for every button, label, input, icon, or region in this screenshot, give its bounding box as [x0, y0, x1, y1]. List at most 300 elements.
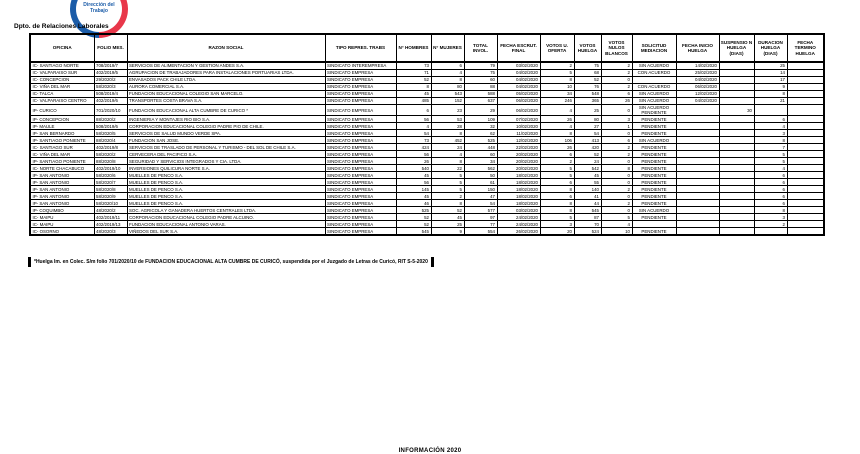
table-row	[30, 116, 824, 123]
cell-fecha-inicio-huelga: 04/02/2020	[676, 98, 719, 105]
col-header-tipo-repres: TIPO REPRES. TRABS	[325, 34, 396, 62]
cell-fecha-inicio-huelga: 12/02/2020	[676, 91, 719, 98]
cell-total-invol: 97	[464, 214, 497, 221]
cell-oficina: IP- SAN ANTONIO	[30, 179, 94, 186]
cell-votos-huelga: 542	[574, 165, 601, 172]
cell-votos-nulos-blancos: 0	[601, 207, 632, 214]
cell-fecha-inicio-huelga	[676, 105, 719, 116]
cell-folio-mes: 58/2020/5	[94, 130, 127, 137]
cell-fecha-escrut-final: 24/02/2020	[497, 214, 540, 221]
cell-fecha-inicio-huelga	[676, 186, 719, 193]
cell-n-hombres: 45	[396, 172, 431, 179]
cell-suspension-huelga-dias	[719, 214, 754, 221]
cell-fecha-termino-huelga	[787, 123, 824, 130]
cell-n-mujeres: 45	[431, 214, 464, 221]
col-header-fecha-termino-huelga: FECHA TERMINO HUELGA	[787, 34, 824, 62]
table-row	[30, 91, 824, 98]
cell-fecha-inicio-huelga	[676, 172, 719, 179]
cell-votos-u-oferta: 10	[540, 84, 574, 91]
cell-votos-nulos-blancos: 2	[601, 70, 632, 77]
page-footer: INFORMACIÓN 2020	[398, 448, 462, 454]
cell-n-hombres: 46	[396, 200, 431, 207]
cell-tipo-repres: SINDICATO EMPRESA	[325, 193, 396, 200]
cell-folio-mes: 29/2020/2	[94, 77, 127, 84]
cell-votos-nulos-blancos: 0	[601, 179, 632, 186]
cell-votos-nulos-blancos: 3	[601, 116, 632, 123]
cell-votos-huelga: 365	[574, 98, 601, 105]
cell-n-hombres: 56	[396, 151, 431, 158]
cell-fecha-inicio-huelga	[676, 151, 719, 158]
cell-fecha-inicio-huelga	[676, 228, 719, 236]
cell-n-mujeres: 8	[431, 158, 464, 165]
cell-n-hombres: 540	[396, 165, 431, 172]
cell-votos-huelga: 27	[574, 123, 601, 130]
cell-oficina: IP- COQUIMBO	[30, 207, 94, 214]
table-row	[30, 130, 824, 137]
cell-fecha-termino-huelga	[787, 200, 824, 207]
cell-tipo-repres: SINDICATO EMPRESA	[325, 214, 396, 221]
cell-duracion-huelga-dias: 8	[754, 91, 787, 98]
cell-razon-social: CORPORACION EDUCACIONAL COLEGIO PADRE PIO DE CHILE.	[127, 123, 325, 130]
cell-total-invol: 77	[464, 221, 497, 228]
table-row	[30, 214, 824, 221]
cell-n-mujeres: 53	[431, 116, 464, 123]
cell-n-mujeres: 152	[431, 98, 464, 105]
cell-razon-social: SERVICIOS DE SALUD MUNDO VERDE SPA.	[127, 130, 325, 137]
cell-votos-huelga: 54	[574, 130, 601, 137]
cell-votos-u-oferta: 8	[540, 186, 574, 193]
cell-duracion-huelga-dias: 9	[754, 84, 787, 91]
cell-tipo-repres: SINDICATO INTEREMPRESA	[325, 62, 396, 70]
cell-votos-nulos-blancos: 2	[601, 62, 632, 70]
cell-oficina: IC- MAIPU	[30, 221, 94, 228]
col-header-oficina: OFICINA	[30, 34, 94, 62]
cell-fecha-termino-huelga	[787, 62, 824, 70]
table-row	[30, 137, 824, 144]
cell-total-invol: 54	[464, 200, 497, 207]
cell-fecha-inicio-huelga	[676, 137, 719, 144]
cell-razon-social: AURORA COMERCIAL S.A.	[127, 84, 325, 91]
cell-fecha-escrut-final: 07/02/2020	[497, 116, 540, 123]
cell-fecha-termino-huelga	[787, 105, 824, 116]
col-header-folio-mes: FOLIO MES.	[94, 34, 127, 62]
col-header-solicitud-mediacion: SOLICITUD MEDIACION	[632, 34, 676, 62]
cell-oficina: IC- OSORNO	[30, 228, 94, 236]
cell-suspension-huelga-dias	[719, 200, 754, 207]
cell-solicitud-mediacion: PENDIENTE	[632, 193, 676, 200]
cell-fecha-escrut-final: 20/02/2020	[497, 165, 540, 172]
cell-razon-social: MUELLES DE PENCO S.A.	[127, 179, 325, 186]
cell-duracion-huelga-dias: 8	[754, 207, 787, 214]
cell-n-hombres: 56	[396, 116, 431, 123]
cell-razon-social: MUELLES DE PENCO S.A.	[127, 186, 325, 193]
cell-solicitud-mediacion: CON ACUERDO	[632, 84, 676, 91]
col-header-n-hombres: N° HOMBRES	[396, 34, 431, 62]
cell-tipo-repres: SINDICATO EMPRESA	[325, 200, 396, 207]
cell-fecha-escrut-final: 05/02/2020	[497, 91, 540, 98]
cell-oficina: IP- SAN ANTONIO	[30, 200, 94, 207]
cell-oficina: IC- TALCA	[30, 91, 94, 98]
cell-solicitud-mediacion	[632, 221, 676, 228]
cell-suspension-huelga-dias	[719, 186, 754, 193]
cell-folio-mes: 58/2020/8	[94, 186, 127, 193]
cell-tipo-repres: SINDICATO EMPRESA	[325, 137, 396, 144]
cell-n-mujeres: 8	[431, 77, 464, 84]
huelgas-table	[29, 33, 825, 236]
cell-folio-mes: 402/2019/10	[94, 165, 127, 172]
cell-n-mujeres: 23	[431, 105, 464, 116]
cell-votos-nulos-blancos: 2	[601, 151, 632, 158]
cell-fecha-escrut-final: 18/02/2020	[497, 200, 540, 207]
cell-n-mujeres: 5	[431, 172, 464, 179]
cell-tipo-repres: SINDICATO EMPRESA	[325, 221, 396, 228]
cell-votos-huelga: 55	[574, 179, 601, 186]
cell-n-mujeres: 2	[431, 193, 464, 200]
cell-oficina: IP- SANTIAGO PONIENTE	[30, 158, 94, 165]
cell-fecha-escrut-final: 04/02/2020	[497, 84, 540, 91]
cell-fecha-termino-huelga	[787, 116, 824, 123]
cell-votos-nulos-blancos: 2	[601, 144, 632, 151]
cell-tipo-repres: SINDICATO EMPRESA	[325, 84, 396, 91]
cell-fecha-escrut-final: 04/02/2020	[497, 70, 540, 77]
cell-folio-mes: 48/2020/3	[94, 228, 127, 236]
cell-razon-social: FUNDACION EDUCACIONAL ANTONIO VARAS.	[127, 221, 325, 228]
cell-tipo-repres: SINDICATO EMPRESA	[325, 179, 396, 186]
cell-votos-u-oferta: 34	[540, 91, 574, 98]
cell-votos-huelga: 68	[574, 70, 601, 77]
cell-duracion-huelga-dias: 6	[754, 179, 787, 186]
cell-solicitud-mediacion	[632, 77, 676, 84]
cell-razon-social: FUNDACION EDUCACIONAL ALTA CUMBRE DE CURICO *	[127, 105, 325, 116]
cell-suspension-huelga-dias	[719, 193, 754, 200]
cell-votos-nulos-blancos: 10	[601, 228, 632, 236]
cell-votos-huelga: 80	[574, 116, 601, 123]
cell-duracion-huelga-dias: 7	[754, 144, 787, 151]
col-header-n-mujeres: N° MUJERES	[431, 34, 464, 62]
cell-n-mujeres: 5	[431, 186, 464, 193]
cell-solicitud-mediacion: PENDIENTE	[632, 116, 676, 123]
cell-votos-u-oferta: 5	[540, 165, 574, 172]
cell-fecha-escrut-final: 12/02/2020	[497, 137, 540, 144]
cell-razon-social: FUNDACION SAN JOSE.	[127, 137, 325, 144]
cell-votos-huelga: 52	[574, 77, 601, 84]
cell-fecha-escrut-final: 03/02/2020	[497, 62, 540, 70]
cell-folio-mes: 402/2019/11	[94, 214, 127, 221]
cell-solicitud-mediacion: SIN ACUERDO	[632, 137, 676, 144]
cell-folio-mes: 402/2019/6	[94, 98, 127, 105]
cell-suspension-huelga-dias	[719, 221, 754, 228]
cell-votos-nulos-blancos: 2	[601, 200, 632, 207]
cell-fecha-termino-huelga	[787, 137, 824, 144]
cell-total-invol: 525	[464, 137, 497, 144]
cell-duracion-huelga-dias: 14	[754, 70, 787, 77]
cell-n-mujeres: 28	[431, 123, 464, 130]
cell-n-mujeres: 543	[431, 91, 464, 98]
col-header-fecha-escrut-final: FECHA ESCRUT. FINAL	[497, 34, 540, 62]
cell-fecha-escrut-final: 11/02/2020	[497, 130, 540, 137]
cell-razon-social: SOC. AGRICOLA Y GANADERA HUERTOS CENTRALES LTDA.	[127, 207, 325, 214]
cell-fecha-escrut-final: 18/02/2020	[497, 172, 540, 179]
cell-suspension-huelga-dias	[719, 179, 754, 186]
cell-fecha-termino-huelga	[787, 84, 824, 91]
cell-votos-nulos-blancos: 2	[601, 84, 632, 91]
cell-duracion-huelga-dias: 4	[754, 123, 787, 130]
cell-fecha-inicio-huelga	[676, 200, 719, 207]
table-row	[30, 186, 824, 193]
cell-votos-u-oferta: 5	[540, 70, 574, 77]
cell-suspension-huelga-dias	[719, 91, 754, 98]
cell-votos-nulos-blancos: 8	[601, 165, 632, 172]
cell-duracion-huelga-dias: 25	[754, 62, 787, 70]
cell-suspension-huelga-dias	[719, 144, 754, 151]
cell-folio-mes: 88/2020/2	[94, 116, 127, 123]
cell-oficina: IP- SAN ANTONIO	[30, 193, 94, 200]
col-header-votos-huelga: VOTOS HUELGA	[574, 34, 601, 62]
cell-suspension-huelga-dias: 30	[719, 105, 754, 116]
cell-votos-huelga: 76	[574, 84, 601, 91]
cell-fecha-termino-huelga	[787, 151, 824, 158]
cell-votos-u-oferta: 6	[540, 179, 574, 186]
cell-votos-huelga: 44	[574, 200, 601, 207]
cell-solicitud-mediacion: PENDIENTE	[632, 151, 676, 158]
cell-n-mujeres: 6	[431, 62, 464, 70]
col-header-razon-social: RAZON SOCIAL	[127, 34, 325, 62]
cell-votos-u-oferta: 8	[540, 207, 574, 214]
cell-total-invol: 50	[464, 172, 497, 179]
cell-oficina: IC- VIÑA DEL MAR	[30, 84, 94, 91]
cell-fecha-termino-huelga	[787, 207, 824, 214]
cell-oficina: IC- MAIPU	[30, 214, 94, 221]
cell-razon-social: INVERSIONES QUILICURA NORTE S.A.	[127, 165, 325, 172]
cell-total-invol: 448	[464, 144, 497, 151]
cell-oficina: IC- SANTIAGO NORTE	[30, 62, 94, 70]
cell-votos-u-oferta: 4	[540, 123, 574, 130]
cell-fecha-inicio-huelga: 25/02/2020	[676, 70, 719, 77]
table-body	[30, 62, 824, 235]
page-title: Dpto. de Relaciones Laborales	[14, 23, 109, 30]
cell-votos-u-oferta: 8	[540, 200, 574, 207]
col-header-votos-nulos-blancos: VOTOS NULOS BLANCOS	[601, 34, 632, 62]
cell-oficina: IC- CONCEPCION	[30, 77, 94, 84]
cell-votos-nulos-blancos: 5	[601, 214, 632, 221]
cell-total-invol: 588	[464, 91, 497, 98]
cell-fecha-termino-huelga	[787, 130, 824, 137]
cell-n-hombres: 8	[396, 84, 431, 91]
cell-n-mujeres: 9	[431, 228, 464, 236]
cell-fecha-escrut-final: 04/02/2020	[497, 77, 540, 84]
cell-total-invol: 79	[464, 62, 497, 70]
cell-solicitud-mediacion: SIN ACUERDO	[632, 91, 676, 98]
cell-n-mujeres: 24	[431, 144, 464, 151]
logo-text: Dirección del Trabajo	[83, 2, 115, 14]
cell-fecha-escrut-final: 18/02/2020	[497, 186, 540, 193]
cell-votos-huelga: 70	[574, 221, 601, 228]
cell-votos-u-oferta: 6	[540, 151, 574, 158]
cell-duracion-huelga-dias: 3	[754, 130, 787, 137]
cell-duracion-huelga-dias: 5	[754, 151, 787, 158]
cell-fecha-inicio-huelga	[676, 193, 719, 200]
cell-duracion-huelga-dias: 21	[754, 98, 787, 105]
cell-total-invol: 32	[464, 123, 497, 130]
cell-oficina: IP- SAN ANTONIO	[30, 172, 94, 179]
cell-tipo-repres: SINDICATO EMPRESA	[325, 105, 396, 116]
cell-fecha-inicio-huelga: 04/02/2020	[676, 77, 719, 84]
cell-fecha-inicio-huelga	[676, 165, 719, 172]
cell-duracion-huelga-dias: 6	[754, 186, 787, 193]
cell-duracion-huelga-dias: 3	[754, 214, 787, 221]
cell-razon-social: VIÑEDOS DEL SUR S.A.	[127, 228, 325, 236]
table-row	[30, 158, 824, 165]
cell-suspension-huelga-dias	[719, 207, 754, 214]
cell-votos-nulos-blancos: 0	[601, 193, 632, 200]
cell-votos-u-oferta: 2	[540, 158, 574, 165]
cell-suspension-huelga-dias	[719, 62, 754, 70]
cell-votos-nulos-blancos: 6	[601, 91, 632, 98]
cell-oficina: IP- SAN ANTONIO	[30, 186, 94, 193]
cell-folio-mes: 508/2019/4	[94, 91, 127, 98]
cell-votos-u-oferta: 106	[540, 137, 574, 144]
cell-folio-mes: 58/2020/9	[94, 193, 127, 200]
cell-total-invol: 554	[464, 228, 497, 236]
cell-votos-u-oferta: 8	[540, 77, 574, 84]
cell-tipo-repres: SINDICATO EMPRESA	[325, 123, 396, 130]
cell-oficina: IC- VALPARAISO SUR	[30, 70, 94, 77]
cell-votos-nulos-blancos: 2	[601, 186, 632, 193]
table-row	[30, 207, 824, 214]
cell-votos-nulos-blancos: 4	[601, 221, 632, 228]
cell-fecha-termino-huelga	[787, 221, 824, 228]
cell-fecha-inicio-huelga	[676, 116, 719, 123]
cell-fecha-termino-huelga	[787, 158, 824, 165]
cell-total-invol: 47	[464, 193, 497, 200]
cell-oficina: IP- MAULE	[30, 123, 94, 130]
col-header-duracion-huelga-dias: DURACION HUELGA (DIAS)	[754, 34, 787, 62]
cell-fecha-escrut-final: 24/02/2020	[497, 221, 540, 228]
cell-votos-u-oferta: 3	[540, 221, 574, 228]
cell-oficina: IP- CURICO	[30, 105, 94, 116]
cell-n-mujeres: 8	[431, 130, 464, 137]
cell-folio-mes: 88/2020/8	[94, 158, 127, 165]
cell-n-mujeres: 5	[431, 179, 464, 186]
cell-oficina: IP- SANTIAGO PONIENTE	[30, 137, 94, 144]
table-row	[30, 77, 824, 84]
cell-fecha-escrut-final: 22/02/2020	[497, 144, 540, 151]
cell-votos-nulos-blancos: 6	[601, 137, 632, 144]
cell-duracion-huelga-dias	[754, 228, 787, 236]
cell-total-invol: 62	[464, 130, 497, 137]
cell-n-hombres: 71	[396, 70, 431, 77]
cell-tipo-repres: SINDICATO EMPRESA	[325, 91, 396, 98]
table-row	[30, 151, 824, 158]
cell-oficina: IC- VALPARAISO CENTRO	[30, 98, 94, 105]
cell-fecha-termino-huelga	[787, 214, 824, 221]
cell-n-hombres: 45	[396, 91, 431, 98]
cell-suspension-huelga-dias	[719, 172, 754, 179]
cell-oficina: IC- NORTE CHACABUCO	[30, 165, 94, 172]
cell-solicitud-mediacion: PENDIENTE	[632, 200, 676, 207]
cell-n-hombres: 52	[396, 214, 431, 221]
cell-razon-social: CERVECERA DEL PACIFICO S.A.	[127, 151, 325, 158]
cell-solicitud-mediacion: PENDIENTE	[632, 123, 676, 130]
cell-fecha-escrut-final: 10/02/2020	[497, 123, 540, 130]
cell-votos-u-oferta: 5	[540, 172, 574, 179]
table-row	[30, 179, 824, 186]
cell-fecha-escrut-final: 20/02/2020	[497, 158, 540, 165]
table-row	[30, 84, 824, 91]
cell-tipo-repres: SINDICATO EMPRESA	[325, 98, 396, 105]
table-row	[30, 228, 824, 236]
cell-solicitud-mediacion: SIN ACUERDO	[632, 98, 676, 105]
cell-fecha-inicio-huelga: 14/02/2020	[676, 62, 719, 70]
cell-fecha-inicio-huelga	[676, 214, 719, 221]
cell-n-hombres: 145	[396, 186, 431, 193]
cell-duracion-huelga-dias	[754, 105, 787, 116]
table-row	[30, 123, 824, 130]
cell-n-mujeres: 25	[431, 221, 464, 228]
cell-fecha-termino-huelga	[787, 179, 824, 186]
cell-votos-nulos-blancos: 1	[601, 123, 632, 130]
cell-suspension-huelga-dias	[719, 70, 754, 77]
cell-solicitud-mediacion: PENDIENTE	[632, 179, 676, 186]
cell-n-hombres: 545	[396, 228, 431, 236]
cell-solicitud-mediacion: PENDIENTE	[632, 172, 676, 179]
cell-solicitud-mediacion: PENDIENTE	[632, 228, 676, 236]
cell-votos-huelga: 24	[574, 158, 601, 165]
cell-suspension-huelga-dias	[719, 116, 754, 123]
cell-folio-mes: 58/2020/7	[94, 179, 127, 186]
cell-razon-social: MUELLES DE PENCO S.A.	[127, 172, 325, 179]
cell-razon-social: FUNDACION EDUCACIONAL COLEGIO SAN MARCELO.	[127, 91, 325, 98]
cell-n-hombres: 45	[396, 193, 431, 200]
cell-n-mujeres: 52	[431, 207, 464, 214]
cell-folio-mes: 58/2020/2	[94, 151, 127, 158]
cell-folio-mes: 701/2020/10	[94, 105, 127, 116]
cell-tipo-repres: SINDICATO EMPRESA	[325, 186, 396, 193]
cell-total-invol: 577	[464, 207, 497, 214]
col-header-total-invol: TOTAL INVOL.	[464, 34, 497, 62]
cell-duracion-huelga-dias: 6	[754, 116, 787, 123]
cell-n-mujeres: 22	[431, 165, 464, 172]
cell-duracion-huelga-dias: 6	[754, 193, 787, 200]
cell-fecha-escrut-final: 18/02/2020	[497, 179, 540, 186]
cell-razon-social: TRANSPORTES COSTA BRAVA S.A.	[127, 98, 325, 105]
cell-fecha-inicio-huelga	[676, 221, 719, 228]
cell-fecha-termino-huelga	[787, 70, 824, 77]
cell-n-hombres: 73	[396, 137, 431, 144]
cell-duracion-huelga-dias: 2	[754, 221, 787, 228]
cell-suspension-huelga-dias	[719, 165, 754, 172]
cell-suspension-huelga-dias	[719, 123, 754, 130]
cell-solicitud-mediacion: PENDIENTE	[632, 214, 676, 221]
cell-votos-u-oferta: 20	[540, 228, 574, 236]
cell-tipo-repres: SINDICATO EMPRESA	[325, 116, 396, 123]
cell-fecha-inicio-huelga	[676, 158, 719, 165]
cell-folio-mes: 402/2019/8	[94, 144, 127, 151]
cell-razon-social: SERVICIOS DE ALIMENTACION Y GESTION ANDES S.A.	[127, 62, 325, 70]
cell-fecha-termino-huelga	[787, 193, 824, 200]
cell-fecha-inicio-huelga	[676, 179, 719, 186]
cell-n-hombres: 73	[396, 62, 431, 70]
cell-tipo-repres: SINDICATO EMPRESA	[325, 151, 396, 158]
cell-duracion-huelga-dias: 5	[754, 158, 787, 165]
cell-n-hombres: 6	[396, 105, 431, 116]
cell-solicitud-mediacion: PENDIENTE	[632, 165, 676, 172]
cell-oficina: IP- CONCEPCION	[30, 116, 94, 123]
cell-razon-social: CORPORACION EDUCACIONAL COLEGIO PADRE ALCUINO.	[127, 214, 325, 221]
cell-votos-huelga: 75	[574, 62, 601, 70]
cell-votos-huelga: 52	[574, 151, 601, 158]
cell-votos-huelga: 420	[574, 144, 601, 151]
